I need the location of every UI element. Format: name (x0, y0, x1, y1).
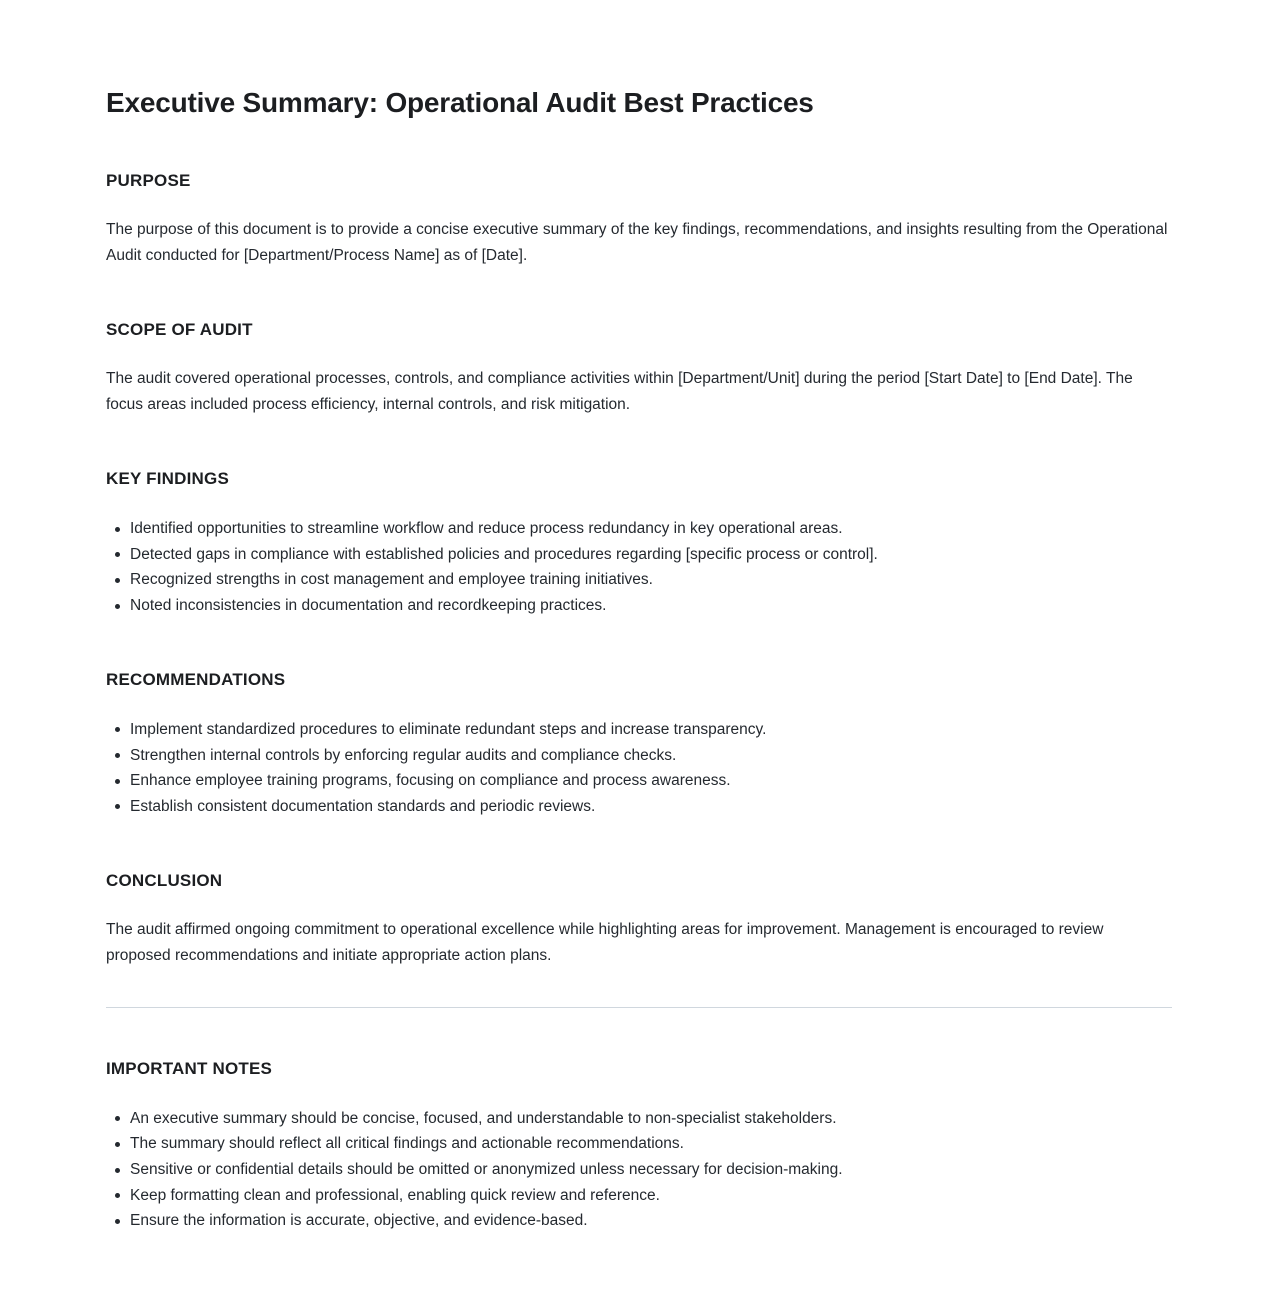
section-paragraph-purpose: The purpose of this document is to provide a concise executive summary of the key findings, recommendations, and insights resulting from the Operational Audit conducted for [Department/Process Name] as of [Date]. (106, 221, 1168, 264)
section-heading-key-findings: KEY FINDINGS (106, 469, 229, 488)
section-paragraph-conclusion: The audit affirmed ongoing commitment to operational excellence while highlighting areas for improvement. Management is encouraged to review proposed recommendations and initiate appropriate action plans. (106, 920, 1104, 964)
section-important-notes (106, 1058, 1172, 1235)
key-findings-list (106, 516, 1172, 619)
list-item: Noted inconsistencies in documentation and recordkeeping practices. (106, 593, 1172, 619)
section-paragraph-scope-of-audit: The audit covered operational processes, controls, and compliance activities within [Department/Unit] during the period [Start Date] to [End Date]. The focus areas included process efficiency, internal controls, and risk mitigation. (106, 370, 1133, 413)
list-item: Establish consistent documentation standards and periodic reviews. (106, 794, 1172, 820)
list-item: Ensure the information is accurate, objective, and evidence-based. (106, 1208, 1172, 1234)
section-key-findings (106, 468, 1172, 619)
section-heading-purpose: PURPOSE (106, 171, 191, 190)
section-heading-conclusion: CONCLUSION (106, 870, 223, 890)
section-conclusion (106, 870, 1172, 969)
section-heading-recommendations: RECOMMENDATIONS (106, 669, 286, 689)
section-scope-of-audit (106, 319, 1172, 418)
section-divider (106, 1007, 1172, 1008)
recommendations-list (106, 717, 1172, 820)
section-purpose (106, 170, 1172, 269)
list-item: Strengthen internal controls by enforcing regular audits and compliance checks. (106, 743, 1172, 769)
list-item: Recognized strengths in cost management and employee training initiatives. (106, 567, 1172, 593)
list-item: Identified opportunities to streamline workflow and reduce process redundancy in key operational areas. (106, 516, 1172, 542)
section-recommendations (106, 669, 1172, 820)
section-heading-scope-of-audit: SCOPE OF AUDIT (106, 320, 253, 339)
list-item: Detected gaps in compliance with established policies and procedures regarding [specific process or control]. (106, 542, 1172, 568)
list-item: Sensitive or confidential details should be omitted or anonymized unless necessary for decision-making. (106, 1157, 1172, 1183)
list-item: The summary should reflect all critical findings and actionable recommendations. (106, 1131, 1172, 1157)
list-item: Enhance employee training programs, focusing on compliance and process awareness. (106, 768, 1172, 794)
list-item: Implement standardized procedures to eliminate redundant steps and increase transparency. (106, 717, 1172, 743)
list-item: Keep formatting clean and professional, enabling quick review and reference. (106, 1183, 1172, 1209)
list-item: An executive summary should be concise, focused, and understandable to non-specialist stakeholders. (106, 1106, 1172, 1132)
page-title: Executive Summary: Operational Audit Best Practices (106, 87, 814, 118)
section-heading-important-notes: IMPORTANT NOTES (106, 1058, 273, 1078)
important-notes-list (106, 1106, 1172, 1235)
